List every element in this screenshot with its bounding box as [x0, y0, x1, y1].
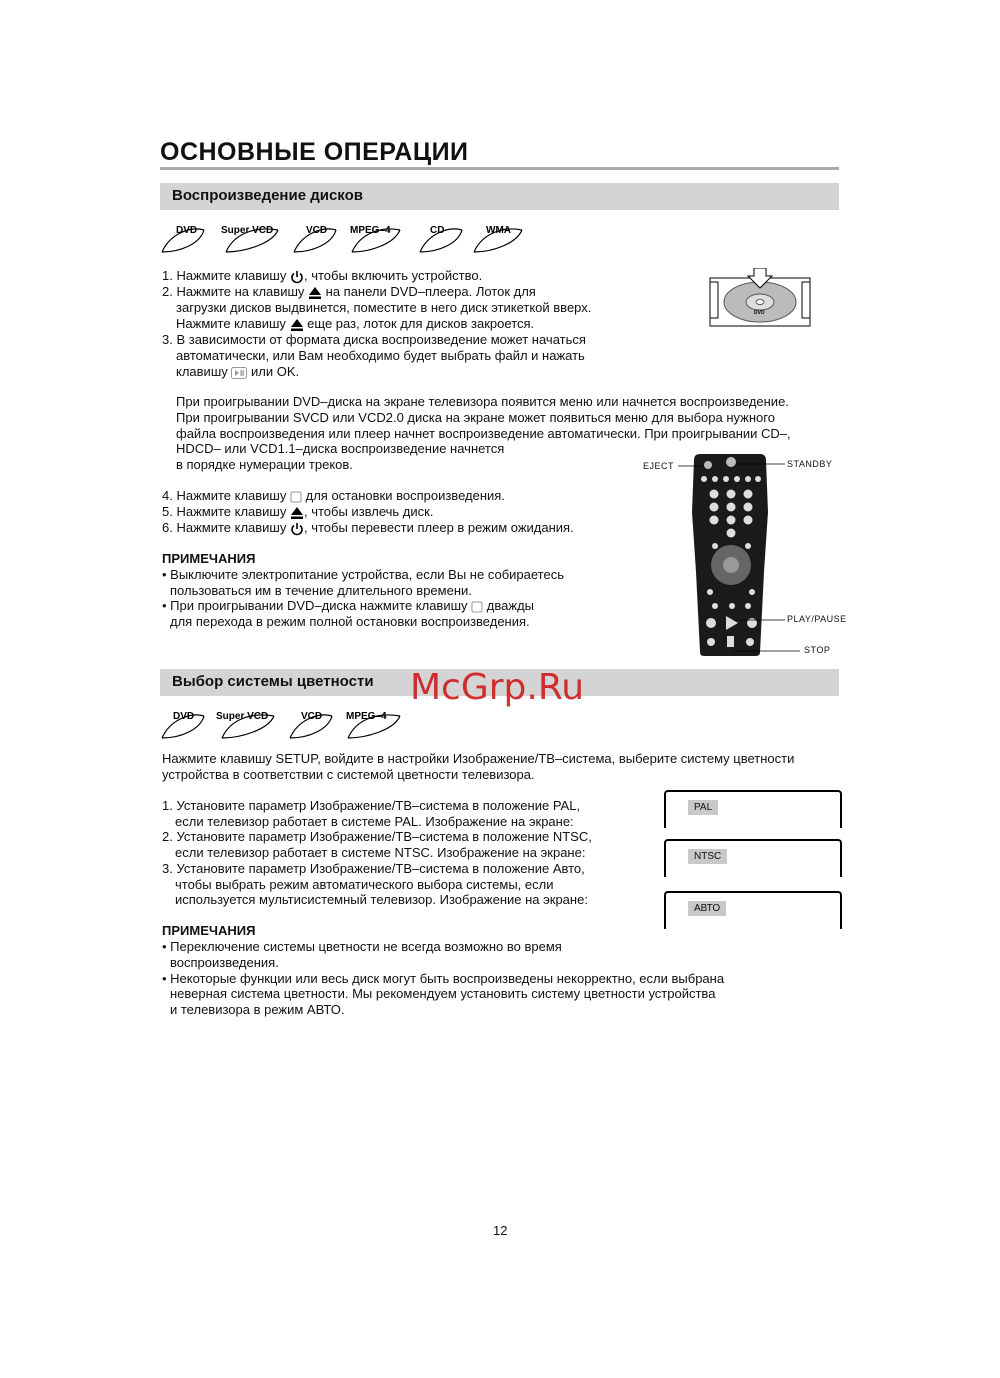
tray-disc-label: DVD [754, 310, 765, 316]
power-icon [290, 270, 304, 284]
cs-step-2: 2. Установите параметр Изображение/ТВ–система в положение NTSC, [162, 829, 592, 844]
screen-value: PAL [688, 800, 718, 815]
para-line-5: в порядке нумерации треков. [176, 457, 353, 472]
cs-step-3-cont2: используется мультисистемный телевизор. Изображение на экране: [175, 892, 588, 907]
format-label: VCD [306, 225, 328, 236]
format-dvd-icon [162, 711, 204, 738]
eject-icon [290, 506, 304, 520]
note-2-cont: для перехода в режим полной остановки воспроизведения. [170, 614, 530, 629]
standby-label: STANDBY [787, 459, 833, 469]
format-dvd-icon [162, 225, 204, 252]
standby-button-icon [726, 457, 736, 467]
format-cd-icon [420, 225, 462, 252]
para-line-4: HDCD– или VCD1.1–диска воспроизведение начнется [176, 441, 505, 456]
cs-note-2: • Некоторые функции или весь диск могут быть воспроизведены некорректно, если выбрана [162, 971, 725, 986]
step-2-cont: загрузки дисков выдвинется, поместите в него диск этикеткой вверх. [176, 300, 592, 315]
eject-icon [290, 318, 304, 332]
note-1-cont: пользоваться им в течение длительного времени. [170, 583, 472, 598]
format-label: CD [430, 225, 445, 236]
cs-step-1: 1. Установите параметр Изображение/ТВ–система в положение PAL, [162, 798, 581, 813]
format-label: DVD [176, 225, 198, 236]
intro-line-1: Нажмите клавишу SETUP, войдите в настройки Изображение/ТВ–система, выберите систему цветности [162, 751, 795, 766]
play-pause-icon [231, 367, 247, 379]
step-3: 3. В зависимости от формата диска воспроизведение может начаться [162, 332, 586, 347]
format-icons-row [160, 222, 530, 256]
eject-button-icon [704, 461, 712, 469]
format-label: Super VCD [221, 225, 274, 236]
format-mpeg4-icon [350, 225, 400, 252]
para-line-3: файла воспроизведения или плеер начнет воспроизведение автоматически. При проигрывании CD–, [176, 426, 791, 441]
format-mpeg4-icon [346, 711, 400, 738]
cs-note-2-cont: неверная система цветности. Мы рекомендуем установить систему цветности устройства [170, 986, 716, 1001]
cs-note-1-cont: воспроизведения. [170, 955, 279, 970]
stop-icon [290, 491, 302, 503]
tv-screen-ntsc [664, 839, 842, 877]
notes-heading: ПРИМЕЧАНИЯ [162, 551, 256, 566]
step-2-close: Нажмите клавишу еще раз, лоток для дисков закроется. [176, 316, 535, 331]
cs-step-3-cont: чтобы выбрать режим автоматического выбора системы, если [175, 877, 554, 892]
section-heading: Воспроизведение дисков [172, 187, 364, 204]
para-line-1: При проигрывании DVD–диска на экране телевизора появится меню или начнется воспроизведение. [176, 394, 789, 409]
format-label: MPEG–4 [350, 225, 391, 236]
format-vcd-icon [294, 225, 336, 252]
step-1: 1. Нажмите клавишу , чтобы включить устройство. [162, 268, 483, 283]
stop-label: STOP [804, 645, 831, 655]
tv-screen-auto [664, 891, 842, 929]
screen-value: NTSC [688, 849, 727, 864]
para-line-2: При проигрывании SVCD или VCD2.0 диска на экране может появиться меню для выбора нужного [176, 410, 775, 425]
page-number: 12 [493, 1223, 508, 1238]
format-wma-icon [474, 225, 522, 252]
remote-control-illustration [640, 452, 845, 662]
page-title: ОСНОВНЫЕ ОПЕРАЦИИ [160, 138, 469, 166]
format-label: WMA [486, 225, 511, 236]
section-heading: Выбор системы цветности [172, 673, 374, 690]
notes-heading: ПРИМЕЧАНИЯ [162, 923, 256, 938]
cs-step-3: 3. Установите параметр Изображение/ТВ–система в положение Авто, [162, 861, 585, 876]
step-2: 2. Нажмите на клавишу на панели DVD–плеера. Лоток для [162, 284, 536, 299]
cs-note-2-cont2: и телевизора в режим АВТО. [170, 1002, 345, 1017]
stop-button-icon [727, 636, 734, 647]
screen-value: АВТО [688, 901, 726, 916]
eject-icon [308, 286, 322, 300]
format-vcd-icon [290, 711, 332, 738]
cs-step-2-cont: если телевизор работает в системе NTSC. Изображение на экране: [175, 845, 586, 860]
format-svcd-icon [221, 225, 278, 252]
power-icon [290, 522, 304, 536]
step-6: 6. Нажмите клавишу , чтобы перевести плеер в режим ожидания. [162, 520, 574, 535]
intro-line-2: устройства в соответствии с системой цветности телевизора. [162, 767, 535, 782]
format-label: Super VCD [216, 711, 269, 722]
tv-screen-pal [664, 790, 842, 828]
eject-label: EJECT [643, 461, 675, 471]
title-divider [160, 167, 839, 170]
format-icons-row [160, 708, 410, 742]
format-label: MPEG–4 [346, 711, 387, 722]
play-pause-label: PLAY/PAUSE [787, 614, 847, 624]
section-header-disc-playback [160, 183, 839, 210]
step-3-key: клавишу или OK. [176, 364, 300, 379]
watermark: McGrp.Ru [410, 667, 585, 708]
format-label: VCD [301, 711, 323, 722]
format-svcd-icon [216, 711, 274, 738]
step-5: 5. Нажмите клавишу , чтобы извлечь диск. [162, 504, 434, 519]
stop-icon [471, 601, 483, 613]
disc-tray-illustration [706, 268, 812, 330]
note-2: • При проигрывании DVD–диска нажмите клавишу дважды [162, 598, 534, 613]
cs-step-1-cont: если телевизор работает в системе PAL. Изображение на экране: [175, 814, 574, 829]
step-4: 4. Нажмите клавишу для остановки воспроизведения. [162, 488, 505, 503]
cs-note-1: • Переключение системы цветности не всегда возможно во время [162, 939, 562, 954]
format-label: DVD [173, 711, 195, 722]
step-3-cont: автоматически, или Вам необходимо будет выбрать файл и нажать [176, 348, 585, 363]
note-1: • Выключите электропитание устройства, если Вы не собираетесь [162, 567, 564, 582]
